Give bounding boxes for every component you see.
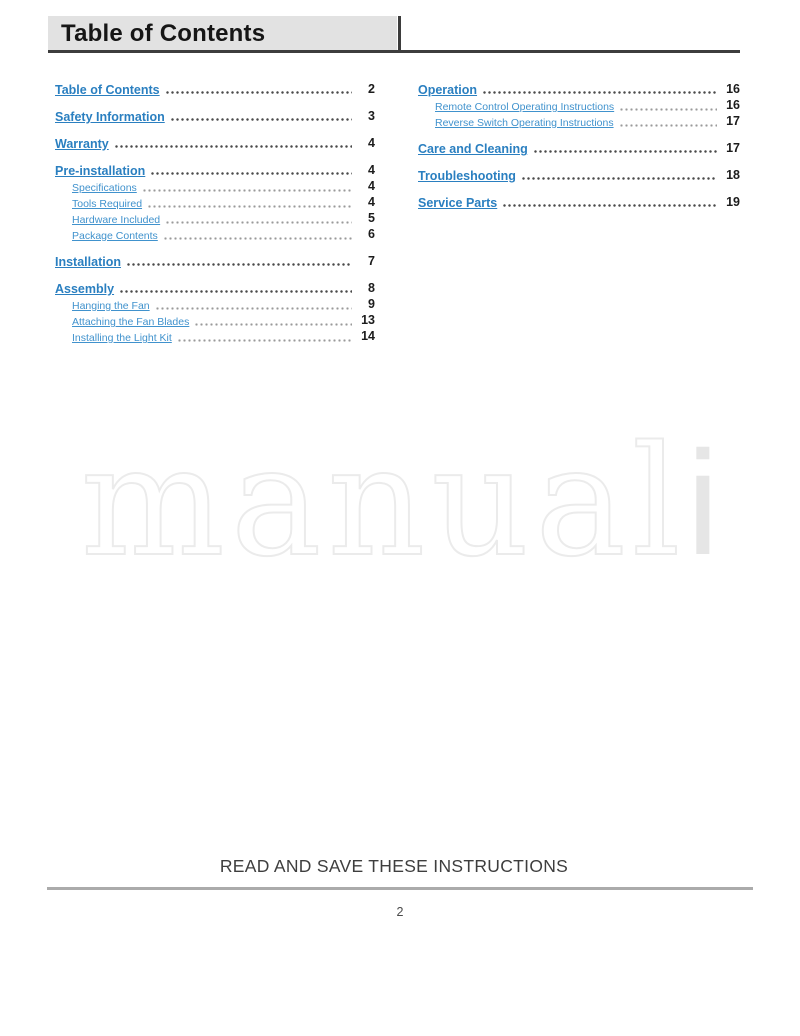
watermark-solid-text: i: [686, 421, 720, 586]
dot-leader: [534, 150, 717, 154]
toc-entry: [418, 168, 740, 183]
dot-leader: [120, 290, 352, 294]
toc-entry: [55, 211, 375, 226]
dot-leader: [166, 221, 352, 225]
toc-link[interactable]: Hanging the Fan: [72, 300, 150, 312]
watermark-outline-text: manual: [80, 413, 687, 590]
toc-link[interactable]: Warranty: [55, 137, 109, 151]
toc-page-number: 6: [368, 227, 375, 241]
toc-link[interactable]: Troubleshooting: [418, 169, 516, 183]
dot-leader: [148, 205, 352, 209]
toc-page-number: 3: [368, 109, 375, 123]
toc-link[interactable]: Assembly: [55, 282, 115, 296]
dot-leader: [503, 204, 717, 208]
toc-page-number: 13: [361, 313, 375, 327]
toc-entry: [55, 195, 375, 210]
toc-page-number: 18: [726, 168, 740, 182]
toc-page-number: 4: [368, 163, 375, 177]
toc-entry: [418, 98, 740, 113]
toc-link[interactable]: Installing the Light Kit: [72, 332, 172, 344]
toc-entry: [55, 329, 375, 344]
toc-entry: [55, 136, 375, 151]
dot-leader: [620, 108, 717, 112]
header-horizontal-rule: [48, 50, 740, 53]
dot-leader: [151, 172, 352, 176]
dot-leader: [115, 145, 352, 149]
toc-page-number: 2: [368, 82, 375, 96]
save-instructions-notice: READ AND SAVE THESE INSTRUCTIONS: [219, 856, 569, 876]
toc-link[interactable]: Specifications: [72, 182, 137, 194]
dot-leader: [483, 91, 717, 95]
toc-entry: [55, 227, 375, 242]
dot-leader: [522, 177, 717, 181]
toc-entry: [418, 141, 740, 156]
toc-entry: [55, 82, 375, 97]
toc-entry: [55, 254, 375, 269]
toc-link[interactable]: Package Contents: [72, 230, 158, 242]
toc-page-number: 19: [726, 195, 740, 209]
footer-rule: [47, 887, 753, 890]
dot-leader: [178, 339, 352, 343]
toc-link[interactable]: Tools Required: [72, 198, 143, 210]
toc-link[interactable]: Service Parts: [418, 196, 498, 210]
dot-leader: [171, 118, 352, 122]
toc-entry: [55, 281, 375, 296]
toc-page-number: 9: [368, 297, 375, 311]
toc-page-number: 8: [368, 281, 375, 295]
toc-page-number: 4: [368, 179, 375, 193]
toc-entry: [418, 114, 740, 129]
toc-column-right: [418, 82, 740, 210]
toc-entry: [55, 297, 375, 312]
dot-leader: [195, 323, 352, 327]
toc-page-number: 14: [361, 329, 375, 343]
dot-leader: [143, 189, 352, 193]
toc-column-left: [55, 82, 375, 344]
toc-page-number: 4: [368, 136, 375, 150]
toc-link[interactable]: Installation: [55, 255, 121, 269]
toc-entry: [55, 163, 375, 178]
dot-leader: [127, 263, 352, 267]
toc-link[interactable]: Hardware Included: [72, 214, 161, 226]
toc-page-number: 17: [726, 114, 740, 128]
toc-link[interactable]: Safety Information: [55, 110, 165, 124]
toc-entry: [55, 109, 375, 124]
toc-link[interactable]: Remote Control Operating Instructions: [435, 101, 615, 113]
toc-page-number: 4: [368, 195, 375, 209]
toc-page-number: 5: [368, 211, 375, 225]
toc-link[interactable]: Care and Cleaning: [418, 142, 528, 156]
toc-link[interactable]: Table of Contents: [55, 83, 160, 97]
dot-leader: [166, 91, 352, 95]
dot-leader: [164, 237, 352, 241]
toc-link[interactable]: Operation: [418, 83, 478, 97]
toc-link[interactable]: Attaching the Fan Blades: [72, 316, 190, 328]
watermark: [80, 413, 720, 590]
page-title: Table of Contents: [61, 19, 266, 47]
toc-entry: [418, 82, 740, 97]
toc-entry: [55, 313, 375, 328]
toc-page-number: 16: [726, 98, 740, 112]
toc-link[interactable]: Pre-installation: [55, 164, 146, 178]
toc-page-number: 17: [726, 141, 740, 155]
section-header: [48, 16, 397, 51]
header-vertical-divider: [398, 16, 401, 53]
toc-page-number: 7: [368, 254, 375, 268]
page-number: 2: [396, 905, 404, 919]
toc-link[interactable]: Reverse Switch Operating Instructions: [435, 117, 614, 129]
toc-entry: [418, 195, 740, 210]
dot-leader: [620, 124, 717, 128]
toc-page-number: 16: [726, 82, 740, 96]
toc-entry: [55, 179, 375, 194]
dot-leader: [156, 307, 352, 311]
